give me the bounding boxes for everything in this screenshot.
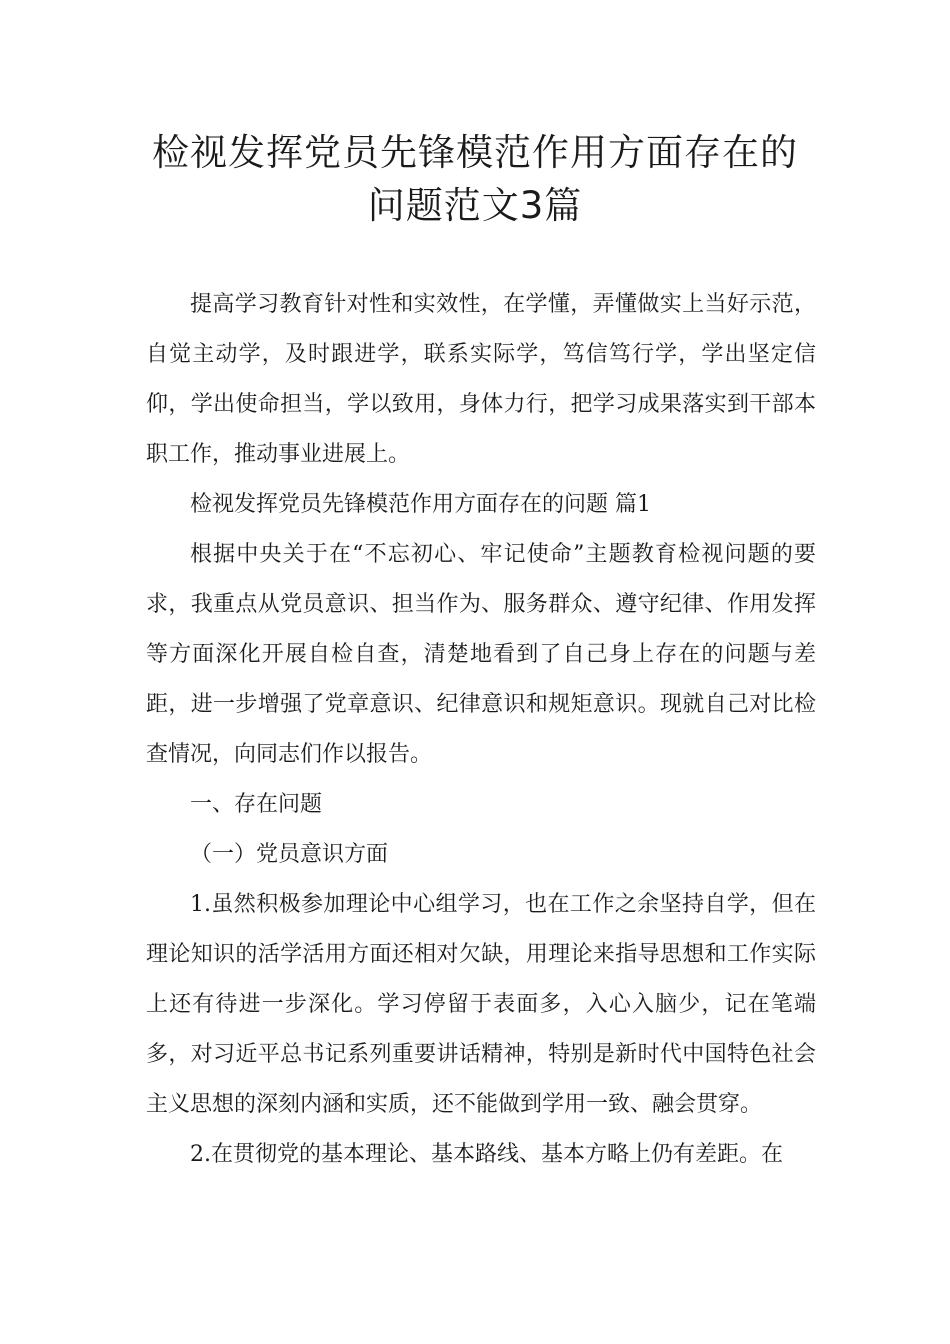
- heading-existing-problems: 一、存在问题: [190, 792, 323, 817]
- list-item-1: 1.虽然积极参加理论中心组学习，也在工作之余坚持自学，但在理论知识的活学活用方面还相对欠缺，用理论来指导思想和工作实际上还有待进一步深化。学习停留于表面多，入心入脑少，记在笔端多，对习近平总书记系列重要讲话精神，特别是新时代中国特色社会主义思想的深刻内涵和实质，还不能做到学用一致、融会贯穿。: [146, 892, 816, 1117]
- body-paragraph: 根据中央关于在“不忘初心、牢记使命”主题教育检视问题的要求，我重点从党员意识、担当作为、服务群众、遵守纪律、作用发挥等方面深化开展自检自查，清楚地看到了自己身上存在的问题与差距，进一步增强了党章意识、纪律意识和规矩意识。现就自己对比检查情况，向同志们作以报告。: [146, 542, 816, 767]
- document-title-line-1: 检视发挥党员先锋模范作用方面存在的: [152, 131, 798, 174]
- document-title-line-2: 问题范文3篇: [367, 184, 583, 227]
- document-body: [146, 280, 816, 1180]
- intro-paragraph: 提高学习教育针对性和实效性，在学懂，弄懂做实上当好示范，自觉主动学，及时跟进学，联系实际学，笃信笃行学，学出坚定信仰，学出使命担当，学以致用，身体力行，把学习成果落实到干部本职工作，推动事业进展上。: [146, 292, 816, 467]
- section-heading-article-1: 检视发挥党员先锋模范作用方面存在的问题 篇1: [190, 492, 651, 517]
- list-item-2: 2.在贯彻党的基本理论、基本路线、基本方略上仍有差距。在: [190, 1142, 783, 1167]
- subheading-party-awareness: （一）党员意识方面: [190, 842, 389, 867]
